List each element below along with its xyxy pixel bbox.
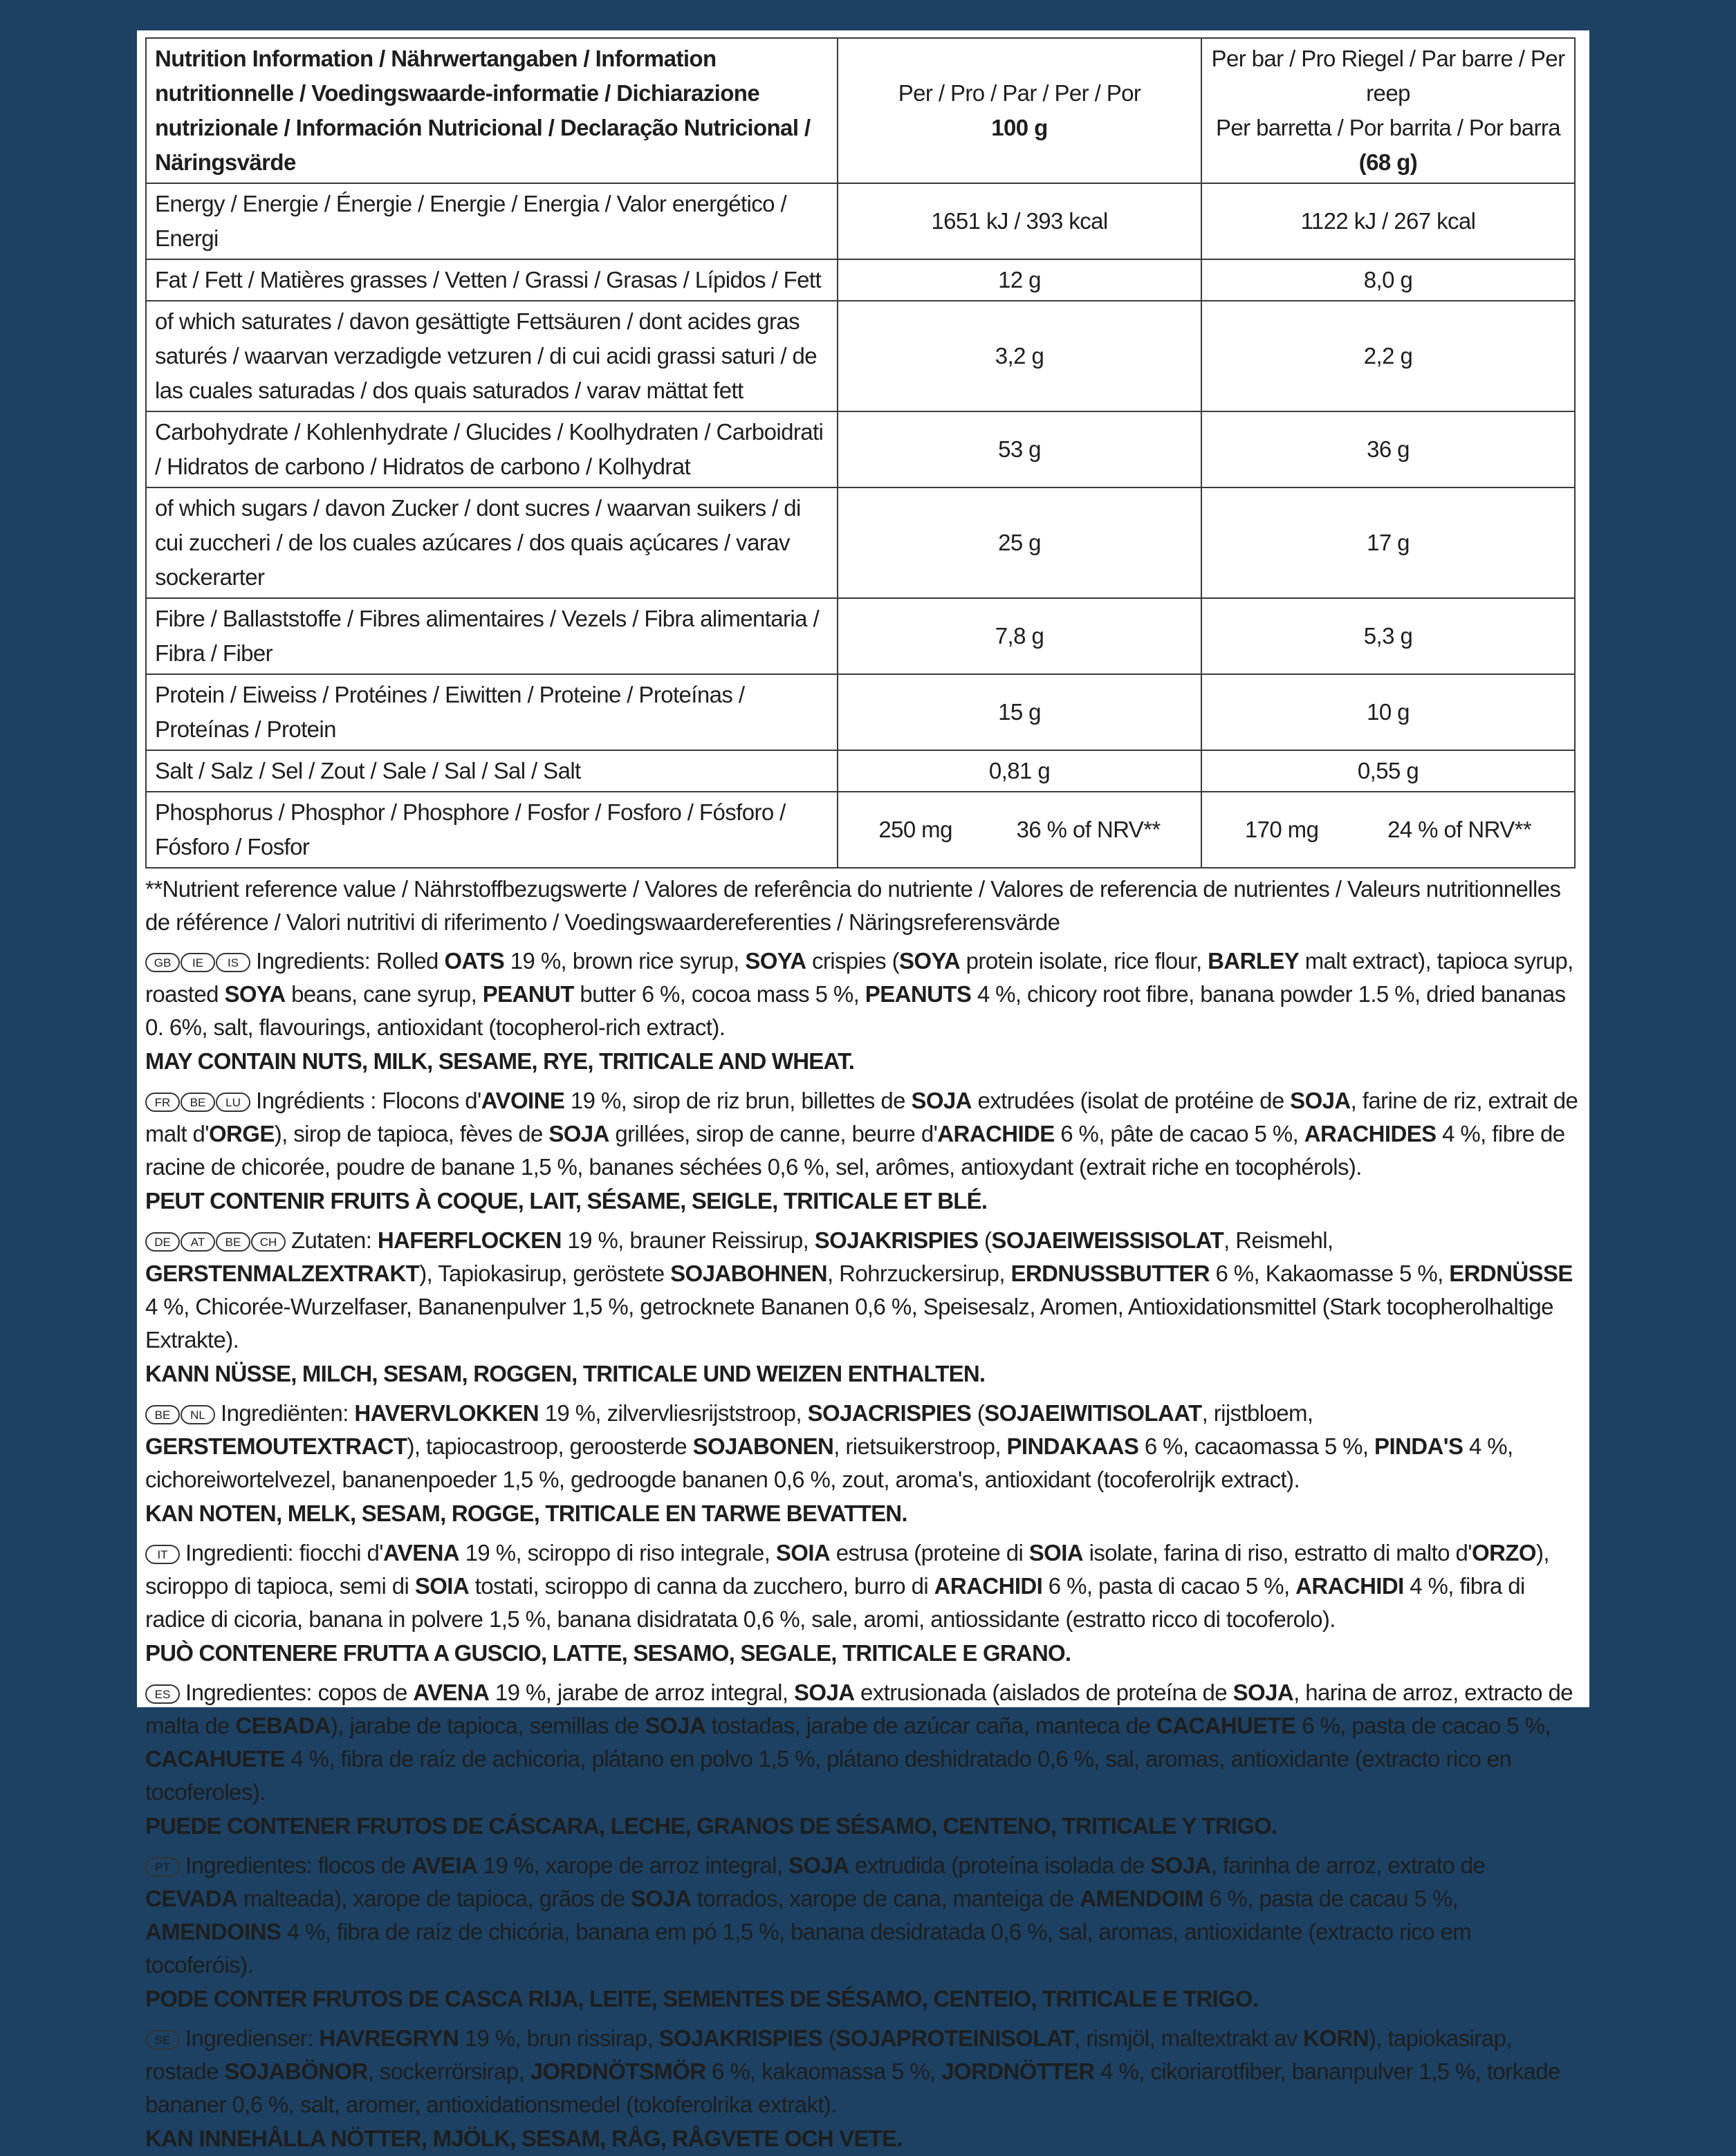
ingredient-text: , rijstbloem, bbox=[1201, 1400, 1313, 1426]
nutrient-label: Fibre / Ballaststoffe / Fibres alimentaires / Vezels / Fibra alimentaria / Fibra / Fiber bbox=[146, 598, 838, 674]
value-per-bar: 17 g bbox=[1201, 487, 1575, 598]
country-badges bbox=[145, 2030, 180, 2050]
ingredient-text: Ingredienser: bbox=[185, 2025, 320, 2051]
ingredient-text: , rismjöl, maltextrakt av bbox=[1074, 2025, 1304, 2051]
ingredient-section bbox=[145, 2022, 1581, 2156]
allergen-text: SOJA bbox=[630, 1886, 692, 1911]
ingredient-text: Ingredientes: flocos de bbox=[185, 1852, 412, 1878]
ingredient-section bbox=[145, 1676, 1581, 1843]
allergen-text: SOJAKRISPIES bbox=[658, 2025, 823, 2051]
allergen-warning: PUEDE CONTENER FRUTOS DE CÁSCARA, LECHE, GRANOS DE SÉSAMO, CENTENO, TRITICALE Y TRIGO. bbox=[145, 1813, 1277, 1839]
allergen-text: SOJA bbox=[793, 1680, 855, 1705]
allergen-text: ORGE bbox=[208, 1121, 275, 1146]
allergen-text: ARACHIDI bbox=[934, 1573, 1043, 1599]
allergen-text: CACAHUETE bbox=[1156, 1713, 1296, 1738]
value-per-100g: 3,2 g bbox=[838, 301, 1201, 411]
ingredient-text: 4 %, fibra di radice di cicoria, banana in polvere 1,5 %, banana disidratata 0,6 %, sale, aromi, antiossidante (estratto ricco di tocoferolo). bbox=[145, 1573, 1525, 1632]
allergen-text: SOJA bbox=[1150, 1852, 1211, 1878]
allergen-text: SOJAKRISPIES bbox=[814, 1227, 979, 1253]
ingredient-text: Ingredienti: fiocchi d' bbox=[185, 1540, 384, 1565]
nutrient-label: of which sugars / davon Zucker / dont sucres / waarvan suikers / di cui zuccheri / de los cuales azúcares / dos quais açúcares / varav sockerarter bbox=[146, 487, 838, 598]
country-code-icon: NL bbox=[181, 1405, 215, 1424]
phosphorus-per-100g-nrv: 36 % of NRV** bbox=[1016, 817, 1161, 842]
allergen-text: SOJA bbox=[911, 1088, 972, 1113]
country-badges bbox=[145, 1857, 180, 1877]
ingredient-text: Ingrediënten: bbox=[221, 1400, 355, 1426]
ingredient-sections bbox=[145, 945, 1581, 2156]
ingredient-text: extrudida (proteína isolada de bbox=[849, 1852, 1151, 1878]
allergen-text: HAFERFLOCKEN bbox=[377, 1227, 562, 1253]
allergen-text: ORZO bbox=[1472, 1540, 1536, 1565]
value-per-bar: 10 g bbox=[1201, 674, 1575, 750]
nutrient-label: Salt / Salz / Sel / Zout / Sale / Sal / Sal / Salt bbox=[146, 750, 838, 792]
ingredient-text: tostadas, jarabe de azúcar caña, manteca de bbox=[705, 1713, 1156, 1738]
allergen-text: AMENDOIM bbox=[1080, 1886, 1203, 1911]
ingredient-text: Ingredients: Rolled bbox=[256, 948, 445, 974]
phosphorus-per-bar bbox=[1201, 792, 1575, 868]
nutrition-row bbox=[146, 598, 1575, 674]
allergen-text: SOJABONEN bbox=[692, 1433, 834, 1459]
allergen-text: ARACHIDES bbox=[1304, 1121, 1437, 1146]
nutrition-row bbox=[146, 301, 1575, 411]
allergen-text: SOJAEIWEISSISOLAT bbox=[991, 1227, 1224, 1253]
ingredient-text: 4 %, fibra de raíz de chicória, banana em pó 1,5 %, banana desidratada 0,6 %, sal, aromas, antioxidante (extracto rico em tocoferóis). bbox=[145, 1919, 1472, 1978]
ingredient-text: ), tapiocastroop, geroosterde bbox=[407, 1433, 693, 1459]
per-bar-header bbox=[1201, 38, 1575, 183]
ingredient-text: 4 %, fibra de raíz de achicoria, plátano en polvo 1,5 %, plátano deshidratado 0,6 %, sal, aromas, antioxidante (extracto rico en tocoferoles). bbox=[145, 1746, 1512, 1805]
phosphorus-per-100g-amount: 250 mg bbox=[878, 817, 952, 842]
value-per-100g: 53 g bbox=[838, 411, 1201, 487]
ingredients-text bbox=[145, 1676, 1581, 1809]
country-code-icon: PT bbox=[145, 1857, 180, 1877]
country-badges bbox=[145, 1232, 286, 1252]
allergen-text: PEANUTS bbox=[865, 981, 972, 1007]
allergen-text: PINDAKAAS bbox=[1006, 1433, 1139, 1459]
ingredient-text: 4 %, cikoriarotfiber, bananpulver 1,5 %, torkade bananer 0,6 %, salt, aromer, antioxidationsmedel (tokoferolrika extrakt). bbox=[145, 2059, 1560, 2117]
allergen-text: AVENA bbox=[413, 1680, 490, 1705]
nutrient-label: Protein / Eiweiss / Protéines / Eiwitten / Proteine / Proteínas / Proteínas / Protein bbox=[146, 674, 838, 750]
allergen-text: CACAHUETE bbox=[145, 1746, 285, 1772]
country-code-icon: IS bbox=[216, 953, 250, 972]
country-code-icon: BE bbox=[145, 1405, 180, 1424]
ingredient-text: , farine de riz, extrait de malt d' bbox=[145, 1088, 1578, 1146]
ingredient-text: 4 %, fibre de racine de chicorée, poudre de banane 1,5 %, bananes séchées 0,6 %, sel, arômes, antioxydant (extrait riche en tocophérols). bbox=[145, 1121, 1565, 1180]
ingredient-text: malteada), xarope de tapioca, grãos de bbox=[237, 1886, 631, 1911]
ingredient-text: 19 %, sciroppo di riso integrale, bbox=[459, 1540, 776, 1565]
per-100g-header-line2: 100 g bbox=[991, 115, 1048, 140]
country-code-icon: BE bbox=[216, 1232, 250, 1252]
value-per-bar: 0,55 g bbox=[1201, 750, 1575, 792]
allergen-text: SOJA bbox=[1290, 1088, 1351, 1113]
nutrition-row bbox=[146, 183, 1575, 259]
per-bar-header-line1: Per bar / Pro Riegel / Par barre / Per reep bbox=[1211, 46, 1565, 106]
allergen-text: SOJACRISPIES bbox=[807, 1400, 972, 1426]
allergen-text: PINDA'S bbox=[1374, 1433, 1463, 1459]
nutrient-label: Fat / Fett / Matières grasses / Vetten / Grassi / Grasas / Lípidos / Fett bbox=[146, 259, 838, 301]
allergen-text: SOYA bbox=[224, 981, 286, 1007]
ingredient-section bbox=[145, 945, 1581, 1079]
allergen-warning: PODE CONTER FRUTOS DE CASCA RIJA, LEITE, SEMENTES DE SÉSAMO, CENTEIO, TRITICALE E TRIGO. bbox=[145, 1986, 1259, 2011]
allergen-text: SOJA bbox=[548, 1121, 609, 1146]
ingredients-text bbox=[145, 945, 1581, 1044]
country-code-icon: LU bbox=[216, 1093, 250, 1112]
allergen-text: SOJABÖNOR bbox=[224, 2059, 368, 2084]
ingredient-text: 19 %, brun rissirap, bbox=[459, 2025, 659, 2051]
country-code-icon: AT bbox=[181, 1232, 215, 1252]
ingredient-text: 19 %, brown rice syrup, bbox=[504, 948, 746, 974]
allergen-text: AVENA bbox=[383, 1540, 460, 1565]
allergen-text: ERDNÜSSE bbox=[1449, 1261, 1573, 1286]
allergen-text: CEVADA bbox=[145, 1886, 238, 1911]
value-per-bar: 2,2 g bbox=[1201, 301, 1575, 411]
ingredients-text bbox=[145, 1536, 1581, 1636]
country-code-icon: IE bbox=[181, 953, 215, 972]
ingredient-text: tostati, sciroppo di canna da zucchero, burro di bbox=[469, 1573, 934, 1599]
phosphorus-per-bar-nrv: 24 % of NRV** bbox=[1387, 817, 1532, 842]
country-badges bbox=[145, 1093, 250, 1112]
ingredient-text: 6 %, Kakaomasse 5 %, bbox=[1209, 1261, 1450, 1286]
country-code-icon: FR bbox=[145, 1093, 180, 1112]
ingredient-text: ), Tapiokasirup, geröstete bbox=[419, 1261, 671, 1286]
allergen-text: SOIA bbox=[414, 1573, 470, 1599]
ingredient-text: ( bbox=[978, 1227, 992, 1253]
value-per-bar: 36 g bbox=[1201, 411, 1575, 487]
ingredient-text: crispies ( bbox=[806, 948, 900, 974]
ingredient-text: ( bbox=[971, 1400, 985, 1426]
ingredient-text: Ingrédients : Flocons d' bbox=[256, 1088, 481, 1113]
allergen-warning: PEUT CONTENIR FRUITS À COQUE, LAIT, SÉSAME, SEIGLE, TRITICALE ET BLÉ. bbox=[145, 1188, 988, 1214]
allergen-text: ARACHIDE bbox=[937, 1121, 1055, 1146]
allergen-text: SOYA bbox=[899, 948, 961, 974]
ingredient-section bbox=[145, 1397, 1581, 1531]
nutrient-label: of which saturates / davon gesättigte Fettsäuren / dont acides gras saturés / waarvan verzadigde vetzuren / di cui acidi grassi saturi / de las cuales saturadas / dos quais saturados / varav mättat fett bbox=[146, 301, 838, 411]
nrv-footnote: **Nutrient reference value / Nährstoffbezugswerte / Valores de referência do nutriente / Valores de referencia de nutrientes / Valeurs nutritionnelles de référence / Valori nutritivi di riferimento / Voedingswaardereferenties / Näringsreferensvärde bbox=[145, 876, 1561, 935]
country-code-icon: IT bbox=[145, 1545, 180, 1564]
value-per-100g: 7,8 g bbox=[838, 598, 1201, 674]
ingredient-text: ), sciroppo di tapioca, semi di bbox=[145, 1540, 1549, 1599]
country-code-icon: GB bbox=[145, 953, 180, 972]
ingredient-text: ), tapiokasirap, rostade bbox=[145, 2025, 1512, 2084]
ingredient-section bbox=[145, 1224, 1581, 1391]
ingredient-text: butter 6 %, cocoa mass 5 %, bbox=[573, 981, 865, 1007]
ingredient-text: 19 %, sirop de riz brun, billettes de bbox=[564, 1088, 912, 1113]
ingredient-section bbox=[145, 1536, 1581, 1671]
ingredient-text: extrusionada (aislados de proteína de bbox=[854, 1680, 1233, 1705]
phosphorus-per-100g bbox=[838, 792, 1201, 868]
ingredients-text bbox=[145, 1084, 1581, 1184]
ingredient-text: 6 %, cacaomassa 5 %, bbox=[1138, 1433, 1375, 1459]
country-code-icon: BE bbox=[181, 1093, 215, 1112]
value-per-100g: 1651 kJ / 393 kcal bbox=[838, 183, 1201, 259]
phosphorus-per-bar-amount: 170 mg bbox=[1244, 817, 1319, 842]
ingredient-text: 6 %, pasta de cacau 5 %, bbox=[1203, 1886, 1459, 1911]
ingredient-section bbox=[145, 1084, 1581, 1218]
allergen-text: BARLEY bbox=[1208, 948, 1300, 974]
country-code-icon: CH bbox=[251, 1232, 286, 1252]
per-bar-header-line2: Per barretta / Por barrita / Por barra bbox=[1215, 115, 1561, 140]
phosphorus-row bbox=[146, 792, 1575, 868]
ingredient-text: 6 %, pasta de cacao 5 %, bbox=[1295, 1713, 1551, 1738]
ingredient-text: 4 %, cichoreiwortelvezel, bananenpoeder 1,5 %, gedroogde bananen 0,6 %, zout, aroma's, antioxidant (tocoferolrijk extract). bbox=[145, 1433, 1513, 1492]
ingredient-text: , Rohrzuckersirup, bbox=[827, 1261, 1011, 1286]
ingredients-text bbox=[145, 1849, 1581, 1982]
ingredient-text: Zutaten: bbox=[291, 1227, 378, 1253]
allergen-text: GERSTEMOUTEXTRACT bbox=[145, 1433, 407, 1459]
nutrition-label-sheet bbox=[137, 30, 1589, 2151]
per-100g-header-line1: Per / Pro / Par / Per / Por bbox=[898, 80, 1141, 106]
per-bar-weight: (68 g) bbox=[1358, 149, 1418, 175]
allergen-text: SOJA bbox=[788, 1852, 849, 1878]
nutrition-row bbox=[146, 411, 1575, 487]
per-bar-header-line2-wrap bbox=[1210, 111, 1566, 180]
allergen-text: GERSTENMALZEXTRAKT bbox=[145, 1261, 420, 1286]
ingredient-text: 19 %, xarope de arroz integral, bbox=[477, 1852, 789, 1878]
value-per-100g: 0,81 g bbox=[838, 750, 1201, 792]
allergen-text: SOJABOHNEN bbox=[670, 1261, 827, 1286]
ingredient-text: 6 %, pâte de cacao 5 %, bbox=[1054, 1121, 1304, 1146]
nutrition-table bbox=[145, 37, 1576, 868]
allergen-warning: KANN NÜSSE, MILCH, SESAM, ROGGEN, TRITICALE UND WEIZEN ENTHALTEN. bbox=[145, 1361, 986, 1386]
allergen-text: OATS bbox=[444, 948, 505, 974]
allergen-warning: KAN NOTEN, MELK, SESAM, ROGGE, TRITICALE EN TARWE BEVATTEN. bbox=[145, 1500, 907, 1526]
ingredient-section bbox=[145, 1849, 1581, 2016]
allergen-text: SOIA bbox=[1028, 1540, 1084, 1565]
ingredient-text: beans, cane syrup, bbox=[285, 981, 483, 1007]
allergen-text: HAVREGRYN bbox=[319, 2025, 459, 2051]
ingredients-text bbox=[145, 2022, 1581, 2121]
value-per-bar: 1122 kJ / 267 kcal bbox=[1201, 183, 1575, 259]
ingredient-text: malt extract), tapioca syrup, roasted bbox=[145, 948, 1573, 1007]
ingredient-text: , rietsuikerstroop, bbox=[833, 1433, 1007, 1459]
allergen-text: AVOINE bbox=[481, 1088, 565, 1113]
allergen-text: ERDNUSSBUTTER bbox=[1010, 1261, 1210, 1286]
nutrient-label: Carbohydrate / Kohlenhydrate / Glucides / Koolhydraten / Carboidrati / Hidratos de carbono / Hidratos de carbono / Kolhydrat bbox=[146, 411, 838, 487]
ingredients-text bbox=[145, 1397, 1581, 1496]
nutrition-row bbox=[146, 674, 1575, 750]
allergen-text: HAVERVLOKKEN bbox=[354, 1400, 539, 1426]
value-per-100g: 15 g bbox=[838, 674, 1201, 750]
country-badges bbox=[145, 1545, 180, 1564]
ingredient-text: torrados, xarope de cana, manteiga de bbox=[691, 1886, 1080, 1911]
nutrition-row bbox=[146, 750, 1575, 792]
allergen-text: SOYA bbox=[745, 948, 806, 974]
ingredient-text: protein isolate, rice flour, bbox=[960, 948, 1208, 974]
country-code-icon: SE bbox=[145, 2030, 180, 2050]
phosphorus-label: Phosphorus / Phosphor / Phosphore / Fosfor / Fosforo / Fósforo / Fósforo / Fosfor bbox=[146, 792, 838, 868]
nutrition-header-row bbox=[146, 38, 1575, 183]
allergen-text: AVEIA bbox=[411, 1852, 478, 1878]
country-badges bbox=[145, 953, 250, 972]
ingredient-text: ), jarabe de tapioca, semillas de bbox=[330, 1713, 645, 1738]
allergen-text: SOJAPROTEINISOLAT bbox=[835, 2025, 1075, 2051]
value-per-bar: 8,0 g bbox=[1201, 259, 1575, 301]
ingredient-text: ( bbox=[822, 2025, 836, 2051]
ingredients-text bbox=[145, 1224, 1581, 1357]
allergen-text: JORDNÖTSMÖR bbox=[530, 2059, 706, 2084]
ingredient-text: 4 %, chicory root fibre, banana powder 1.5 %, dried bananas 0. 6%, salt, flavourings, antioxidant (tocopherol-rich extract). bbox=[145, 981, 1566, 1040]
allergen-text: ARACHIDI bbox=[1295, 1573, 1404, 1599]
ingredient-text: 19 %, jarabe de arroz integral, bbox=[489, 1680, 794, 1705]
ingredient-text: 19 %, brauner Reissirup, bbox=[561, 1227, 815, 1253]
ingredient-text: Ingredientes: copos de bbox=[185, 1680, 414, 1705]
ingredient-text: 4 %, Chicorée-Wurzelfaser, Bananenpulver 1,5 %, getrocknete Bananen 0,6 %, Speisesalz, Aromen, Antioxidationsmittel (Stark tocopherolhaltige Extrakte). bbox=[145, 1294, 1553, 1353]
ingredient-text: estrusa (proteine di bbox=[830, 1540, 1029, 1565]
allergen-text: SOJAEIWITISOLAAT bbox=[984, 1400, 1202, 1426]
allergen-text: JORDNÖTTER bbox=[941, 2059, 1095, 2084]
ingredient-text: grillées, sirop de canne, beurre d' bbox=[609, 1121, 938, 1146]
ingredient-text: extrudées (isolat de protéine de bbox=[971, 1088, 1291, 1113]
allergen-warning: PUÒ CONTENERE FRUTTA A GUSCIO, LATTE, SESAMO, SEGALE, TRITICALE E GRANO. bbox=[145, 1640, 1071, 1666]
allergen-text: SOJA bbox=[1232, 1680, 1294, 1705]
allergen-text: SOJA bbox=[645, 1713, 706, 1738]
nutrition-row bbox=[146, 259, 1575, 301]
allergen-text: CEBADA bbox=[235, 1713, 331, 1738]
ingredient-text: 6 %, pasta di cacao 5 %, bbox=[1042, 1573, 1296, 1599]
country-badges bbox=[145, 1684, 180, 1704]
value-per-100g: 12 g bbox=[838, 259, 1201, 301]
nutrient-label: Energy / Energie / Énergie / Energie / Energia / Valor energético / Energi bbox=[146, 183, 838, 259]
ingredient-text: 6 %, kakaomassa 5 %, bbox=[705, 2059, 942, 2084]
nutrition-rows bbox=[146, 183, 1575, 792]
allergen-warning: MAY CONTAIN NUTS, MILK, SESAME, RYE, TRITICALE AND WHEAT. bbox=[145, 1048, 855, 1074]
nutrition-header-label: Nutrition Information / Nährwertangaben / Information nutritionnelle / Voedingswaarde-informatie / Dichiarazione nutrizionale / Información Nutricional / Declaração Nutricional / Näringsvärde bbox=[146, 38, 838, 183]
allergen-warning: KAN INNEHÅLLA NÖTTER, MJÖLK, SESAM, RÅG, RÅGVETE OCH VETE. bbox=[145, 2126, 903, 2151]
country-badges bbox=[145, 1405, 215, 1424]
allergen-text: KORN bbox=[1303, 2025, 1369, 2051]
value-per-100g: 25 g bbox=[838, 487, 1201, 598]
ingredient-text: isolate, farina di riso, estratto di malto d' bbox=[1083, 1540, 1472, 1565]
country-code-icon: ES bbox=[145, 1684, 180, 1704]
ingredient-text: 19 %, zilvervliesrijststroop, bbox=[539, 1400, 808, 1426]
ingredient-text: , harina de arroz, extracto de malta de bbox=[145, 1680, 1573, 1738]
ingredient-text: ), sirop de tapioca, fèves de bbox=[274, 1121, 549, 1146]
per-100g-header bbox=[838, 38, 1201, 183]
ingredient-text: , sockerrörsirap, bbox=[367, 2059, 530, 2084]
nutrition-row bbox=[146, 487, 1575, 598]
allergen-text: PEANUT bbox=[482, 981, 574, 1007]
ingredient-text: , Reismehl, bbox=[1223, 1227, 1333, 1253]
ingredient-text: , farinha de arroz, extrato de bbox=[1210, 1852, 1486, 1878]
allergen-text: AMENDOINS bbox=[145, 1919, 281, 1944]
allergen-text: SOIA bbox=[775, 1540, 831, 1565]
country-code-icon: DE bbox=[145, 1232, 180, 1252]
value-per-bar: 5,3 g bbox=[1201, 598, 1575, 674]
